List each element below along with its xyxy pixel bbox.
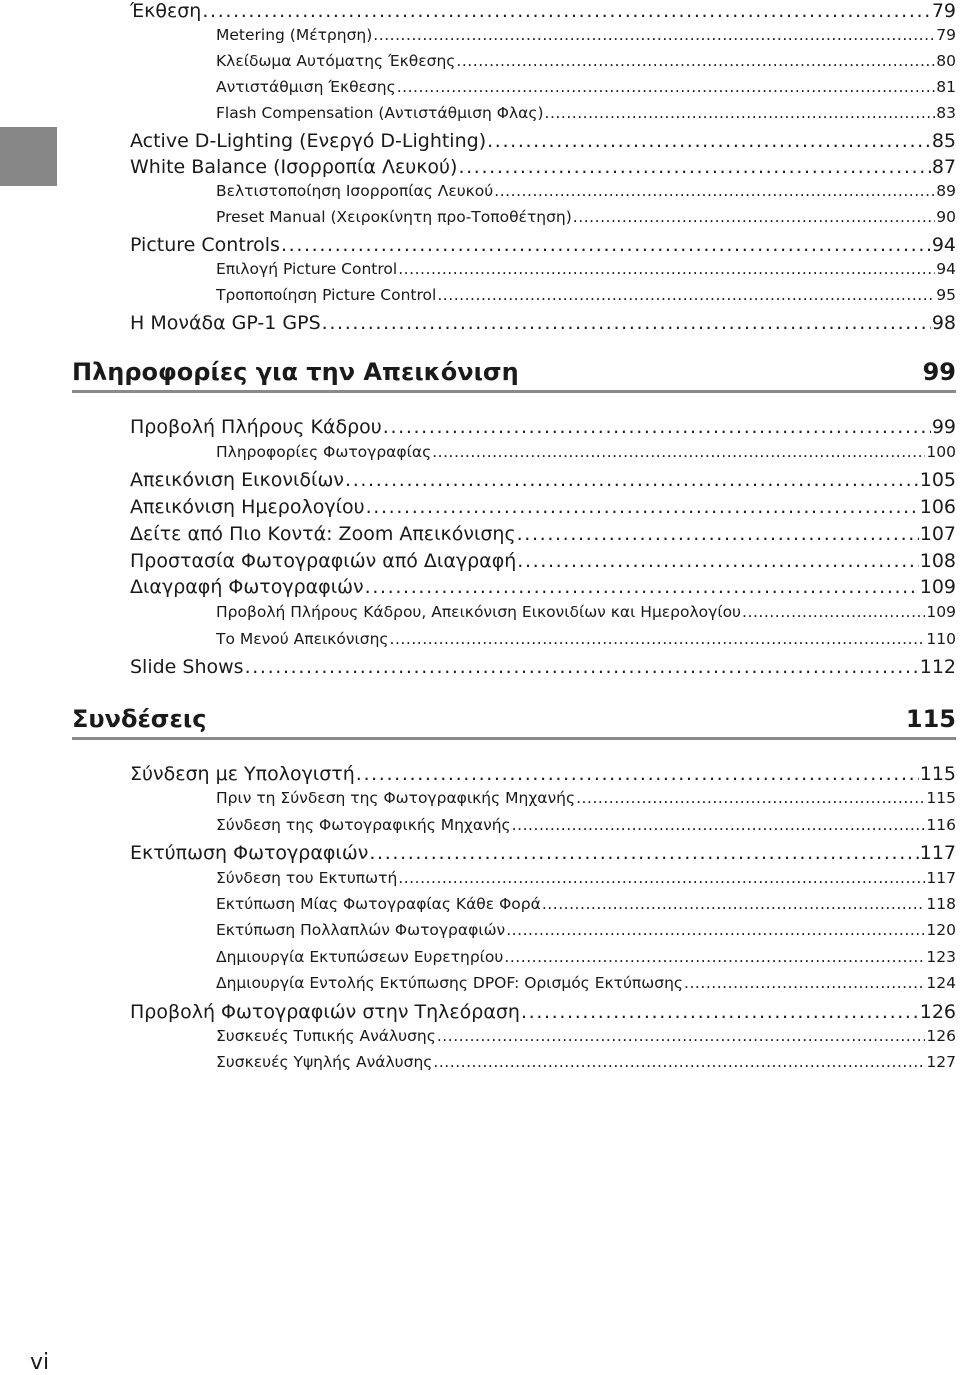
dot-leader: [432, 443, 925, 461]
toc-entry[interactable]: [216, 26, 956, 44]
toc-entry[interactable]: [216, 182, 956, 200]
dot-leader: [504, 948, 925, 966]
toc-entry[interactable]: [216, 948, 956, 966]
dot-leader: [369, 842, 918, 864]
dot-leader: [322, 312, 931, 334]
toc-entry-page: 126: [926, 1027, 956, 1045]
dot-leader: [517, 523, 919, 545]
dot-leader: [684, 974, 925, 992]
toc-entry-title: Active D-Lighting (Ενεργό D-Lighting): [130, 130, 487, 152]
toc-entry-page: 115: [919, 763, 956, 785]
toc-entry[interactable]: [130, 130, 956, 152]
toc-entry[interactable]: [130, 416, 956, 438]
toc-entry-page: 95: [936, 286, 956, 304]
toc-entry-title: Διαγραφή Φωτογραφιών: [130, 576, 364, 599]
toc-entry-page: 112: [919, 656, 956, 679]
dot-leader: [437, 1027, 926, 1045]
dot-leader: [517, 550, 918, 572]
toc-entry-title: Έκθεση: [130, 0, 202, 22]
toc-entry[interactable]: [216, 816, 956, 834]
toc-entry[interactable]: [216, 974, 956, 992]
toc-entry-page: 117: [919, 842, 956, 865]
toc-entry-title: Το Μενού Απεικόνισης: [216, 629, 389, 648]
toc-entry-page: 117: [926, 868, 956, 887]
toc-entry[interactable]: [130, 763, 956, 785]
dot-leader: [494, 182, 935, 200]
toc-entry[interactable]: [216, 869, 956, 887]
toc-entry-page: 79: [936, 26, 956, 44]
toc-entry-title: Δημιουργία Εκτυπώσεων Ευρετηρίου: [216, 947, 504, 966]
toc-entry-title: Σύνδεση της Φωτογραφικής Μηχανής: [216, 815, 511, 834]
dot-leader: [281, 234, 931, 256]
toc-entry-page: 105: [919, 469, 956, 492]
toc-entry-page: 80: [936, 52, 956, 70]
toc-entry-title: White Balance (Ισορροπία Λευκού): [130, 156, 458, 178]
dot-leader: [521, 1001, 919, 1023]
dot-leader: [542, 895, 926, 913]
dot-leader: [366, 496, 919, 518]
toc-entry-page: 100: [926, 442, 956, 461]
toc-entry[interactable]: [216, 789, 956, 807]
toc-entry-page: 81: [936, 78, 956, 96]
dot-leader: [742, 603, 925, 621]
section-heading-playback: [72, 355, 956, 393]
toc-entry[interactable]: [130, 550, 956, 572]
toc-entry-page: 124: [926, 974, 956, 993]
dot-leader: [398, 260, 935, 278]
dot-leader: [433, 1053, 925, 1071]
toc-entry[interactable]: [216, 286, 956, 304]
toc-entry-title: Πληροφορίες Φωτογραφίας: [216, 442, 432, 461]
toc-entry-page: 106: [919, 496, 956, 519]
toc-entry-title: Εκτύπωση Πολλαπλών Φωτογραφιών: [216, 921, 506, 940]
dot-leader: [545, 104, 936, 122]
dot-leader: [397, 78, 936, 96]
section-title: Πληροφορίες για την Απεικόνιση: [72, 358, 519, 386]
toc-entry-title: Slide Shows: [130, 656, 244, 679]
toc-entry-title: Δημιουργία Εντολής Εκτύπωσης DPOF: Ορισμός Εκτύπωσης: [216, 974, 683, 993]
dot-leader: [576, 789, 925, 807]
toc-entry-title: Κλείδωμα Αυτόματης Έκθεσης: [216, 52, 456, 70]
toc-entry-title: Τροποποίηση Picture Control: [216, 286, 437, 304]
dot-leader: [506, 921, 925, 939]
toc-entry-title: Flash Compensation (Αντιστάθμιση Φλας): [216, 104, 544, 122]
toc-entry-title: Βελτιστοποίηση Ισορροπίας Λευκού: [216, 182, 494, 200]
toc-entry-page: 85: [931, 130, 956, 152]
toc-entry[interactable]: [130, 234, 956, 256]
dot-leader: [373, 26, 935, 44]
toc-entry[interactable]: [216, 1027, 956, 1045]
toc-entry-title: Metering (Μέτρηση): [216, 26, 373, 44]
dot-leader: [202, 0, 930, 22]
page-number: vi: [30, 1350, 50, 1375]
toc-entry-title: Προβολή Πλήρους Κάδρου: [130, 416, 382, 438]
toc-entry-title: Preset Manual (Χειροκίνητη προ-Τοποθέτηση): [216, 208, 572, 226]
toc-entry[interactable]: [216, 104, 956, 122]
toc-entry[interactable]: [216, 78, 956, 96]
toc-entry[interactable]: [216, 895, 956, 913]
toc-entry-page: 94: [931, 234, 956, 256]
toc-entry[interactable]: [216, 208, 956, 226]
dot-leader: [398, 869, 925, 887]
toc-entry-page: 109: [926, 602, 956, 621]
toc-entry[interactable]: [130, 469, 956, 491]
toc-entry-page: 126: [919, 1000, 956, 1023]
toc-entry-page: 90: [936, 208, 956, 226]
toc-entry[interactable]: [216, 1053, 956, 1071]
section-title: Συνδέσεις: [72, 705, 207, 733]
toc-entry[interactable]: [130, 496, 956, 518]
dot-leader: [356, 763, 919, 785]
toc-entry-title: Προστασία Φωτογραφιών από Διαγραφή: [130, 549, 517, 572]
dot-leader: [456, 52, 935, 70]
toc-entry-page: 123: [926, 947, 956, 966]
toc-entry-title: Επιλογή Picture Control: [216, 260, 398, 278]
toc-entry[interactable]: [130, 312, 956, 334]
dot-leader: [512, 816, 926, 834]
toc-entry-title: Σύνδεση με Υπολογιστή: [130, 763, 355, 785]
dot-leader: [365, 576, 919, 598]
dot-leader: [390, 630, 926, 648]
toc-entry[interactable]: [130, 0, 956, 22]
toc-entry-page: 107: [919, 522, 956, 545]
toc-entry-page: 89: [936, 182, 956, 200]
toc-entry[interactable]: [216, 260, 956, 278]
dot-leader: [345, 469, 919, 491]
toc-entry-title: Picture Controls: [130, 234, 280, 256]
toc-entry[interactable]: [130, 156, 956, 178]
section-heading-connections: [72, 702, 956, 740]
toc-entry-page: 120: [926, 921, 956, 940]
toc-entry-title: Αντιστάθμιση Έκθεσης: [216, 78, 396, 96]
toc-entry-title: Εκτύπωση Μίας Φωτογραφίας Κάθε Φορά: [216, 895, 541, 913]
toc-entry-page: 110: [926, 629, 956, 648]
toc-entry-title: Πριν τη Σύνδεση της Φωτογραφικής Μηχανής: [216, 789, 576, 808]
toc-entry-page: 99: [931, 416, 956, 438]
toc-entry-title: Απεικόνιση Ημερολογίου: [130, 496, 365, 519]
toc-entry[interactable]: [216, 443, 956, 461]
toc-entry-title: Εκτύπωση Φωτογραφιών: [130, 842, 369, 865]
toc-entry-page: 109: [919, 576, 956, 599]
toc-entry-title: Συσκευές Υψηλής Ανάλυσης: [216, 1053, 433, 1072]
chapter-tab-marker: [0, 127, 57, 186]
toc-entry-page: 98: [931, 312, 956, 334]
toc-entry-page: 79: [931, 0, 956, 22]
toc-entry-page: 116: [926, 815, 956, 834]
toc-entry-title: Σύνδεση του Εκτυπωτή: [216, 868, 398, 887]
toc-entry-page: 87: [931, 156, 956, 178]
toc-entry[interactable]: [130, 576, 956, 598]
toc-entry-title: Η Μονάδα GP-1 GPS: [130, 312, 321, 334]
dot-leader: [245, 656, 919, 678]
toc-entry-page: 118: [926, 895, 956, 913]
dot-leader: [383, 416, 931, 438]
section-page: 115: [905, 705, 956, 733]
toc-entry-title: Προβολή Πλήρους Κάδρου, Απεικόνιση Εικονιδίων και Ημερολογίου: [216, 602, 742, 621]
toc-entry[interactable]: [216, 52, 956, 70]
toc-entry[interactable]: [130, 656, 956, 678]
toc-entry[interactable]: [216, 921, 956, 939]
toc-entry[interactable]: [130, 1001, 956, 1023]
toc-entry-page: 108: [919, 549, 956, 572]
toc-entry-page: 94: [936, 260, 956, 278]
toc-entry[interactable]: [130, 842, 956, 864]
toc-entry[interactable]: [216, 630, 956, 648]
toc-entry-title: Δείτε από Πιο Κοντά: Zoom Απεικόνισης: [130, 522, 516, 545]
toc-entry-page: 115: [926, 789, 956, 808]
toc-entry-title: Προβολή Φωτογραφιών στην Τηλεόραση: [130, 1000, 520, 1023]
dot-leader: [437, 286, 935, 304]
toc-entry-page: 127: [926, 1053, 956, 1072]
toc-entry-page: 83: [936, 104, 956, 122]
toc-entry-title: Απεικόνιση Εικονιδίων: [130, 469, 345, 492]
dot-leader: [487, 130, 931, 152]
section-page: 99: [922, 358, 956, 386]
toc-entry[interactable]: [216, 603, 956, 621]
toc-entry-title: Συσκευές Τυπικής Ανάλυσης: [216, 1027, 436, 1045]
toc-entry[interactable]: [130, 523, 956, 545]
dot-leader: [458, 156, 930, 178]
dot-leader: [573, 208, 935, 226]
